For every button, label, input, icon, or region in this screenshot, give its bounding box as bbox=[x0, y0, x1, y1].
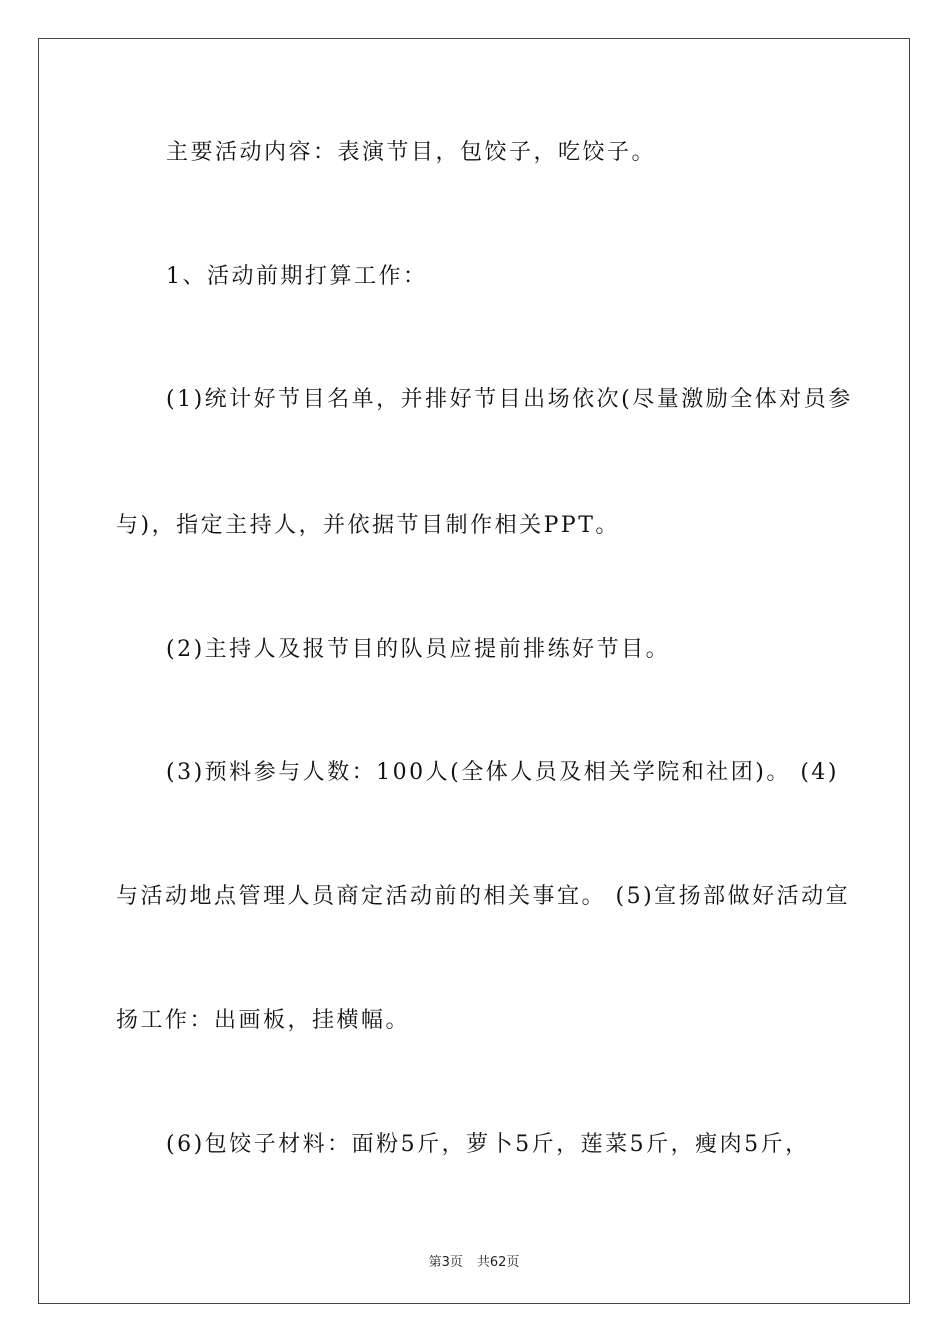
page-frame bbox=[38, 38, 910, 1304]
paragraph-line-9: (6)包饺子材料：面粉5斤，萝卜5斤，莲菜5斤，瘦肉5斤， bbox=[166, 1132, 810, 1157]
paragraph-line-7: 与活动地点管理人员商定活动前的相关事宜。 (5)宣扬部做好活动宣 bbox=[116, 884, 851, 909]
paragraph-line-5: (2)主持人及报节目的队员应提前排练好节目。 bbox=[166, 637, 671, 662]
paragraph-line-4: 与)，指定主持人，并依据节目制作相关PPT。 bbox=[116, 513, 620, 538]
page-footer bbox=[39, 1251, 909, 1270]
paragraph-line-3: (1)统计好节目名单，并排好节目出场依次(尽量激励全体对员参 bbox=[166, 387, 853, 412]
page-total: 共62页 bbox=[476, 1255, 520, 1270]
paragraph-line-6: (3)预料参与人数：100人(全体人员及相关学院和社团)。 (4) bbox=[166, 760, 839, 785]
paragraph-line-1: 主要活动内容：表演节目，包饺子，吃饺子。 bbox=[166, 140, 657, 165]
page-number: 第3页 bbox=[428, 1255, 463, 1270]
paragraph-line-8: 扬工作：出画板，挂横幅。 bbox=[116, 1008, 411, 1033]
section-heading: 1、活动前期打算工作： bbox=[166, 264, 428, 289]
